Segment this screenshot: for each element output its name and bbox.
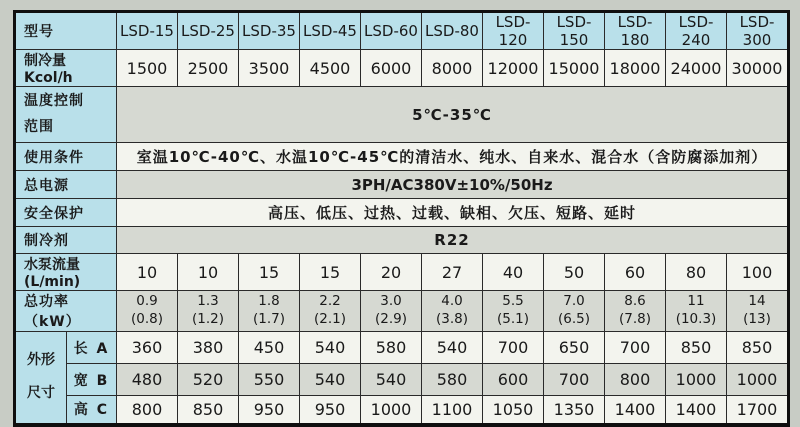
height-cell: 950 [300, 396, 361, 425]
capacity-cell: 12000 [483, 50, 544, 87]
pump-flow-row [15, 254, 789, 291]
height-cell: 950 [239, 396, 300, 425]
capacity-cell: 4500 [300, 50, 361, 87]
dimension-width-row [15, 364, 789, 396]
pump-flow-cell: 10 [117, 254, 178, 291]
width-cell: 1000 [666, 364, 727, 396]
power-supply-value: 3PH/AC380V±10%/50Hz [117, 171, 789, 199]
power-value: 5.5 [502, 293, 524, 310]
width-cell: 700 [544, 364, 605, 396]
length-cell: 540 [300, 332, 361, 364]
power-value: 3.0 [380, 293, 402, 310]
total-power-cell [117, 291, 178, 332]
model-cell: LSD-240 [666, 12, 727, 50]
model-row-label: 型号 [15, 12, 117, 50]
length-cell: 540 [422, 332, 483, 364]
power-value: 1.3 [197, 293, 219, 310]
power-supply-label: 总电源 [15, 171, 117, 199]
total-power-cell [361, 291, 422, 332]
pump-flow-cell: 40 [483, 254, 544, 291]
length-cell: 650 [544, 332, 605, 364]
power-value-paren: (5.1) [496, 311, 529, 327]
power-value-paren: (3.8) [435, 311, 468, 327]
safety-protection-value: 高压、低压、过热、过载、缺相、欠压、短路、延时 [117, 199, 789, 227]
power-value: 8.6 [624, 293, 646, 310]
height-cell: 850 [178, 396, 239, 425]
capacity-cell: 2500 [178, 50, 239, 87]
height-cell: 1050 [483, 396, 544, 425]
height-cell: 1350 [544, 396, 605, 425]
power-value-paren: (0.8) [130, 311, 163, 327]
total-power-cell [300, 291, 361, 332]
height-label: 高 C [67, 396, 117, 425]
length-cell: 700 [605, 332, 666, 364]
total-power-row [15, 291, 789, 332]
capacity-cell: 15000 [544, 50, 605, 87]
length-label: 长 A [67, 332, 117, 364]
width-label: 宽 B [67, 364, 117, 396]
model-row [15, 12, 789, 50]
length-cell: 450 [239, 332, 300, 364]
model-cell: LSD-25 [178, 12, 239, 50]
usage-conditions-row [15, 143, 789, 171]
total-power-cell [239, 291, 300, 332]
total-power-label: 总功率（kW） [15, 291, 117, 332]
temp-control-label-line1: 温度控制 [24, 92, 84, 109]
capacity-cell: 24000 [666, 50, 727, 87]
pump-flow-cell: 15 [300, 254, 361, 291]
model-cell: LSD-180 [605, 12, 666, 50]
pump-flow-label: 水泵流量(L/min) [15, 254, 117, 291]
power-value-paren: (1.2) [191, 311, 224, 327]
width-cell: 540 [361, 364, 422, 396]
power-value-paren: (13) [743, 311, 771, 327]
length-cell: 380 [178, 332, 239, 364]
capacity-cell: 18000 [605, 50, 666, 87]
total-power-cell [483, 291, 544, 332]
refrigerant-row [15, 227, 789, 254]
power-value-paren: (2.1) [313, 311, 346, 327]
pump-flow-cell: 50 [544, 254, 605, 291]
model-cell: LSD-120 [483, 12, 544, 50]
width-cell: 800 [605, 364, 666, 396]
model-cell: LSD-80 [422, 12, 483, 50]
model-cell: LSD-60 [361, 12, 422, 50]
cooling-capacity-row [15, 50, 789, 87]
dimensions-label-line1: 外形 [27, 351, 55, 368]
width-cell: 580 [422, 364, 483, 396]
pump-flow-cell: 100 [727, 254, 789, 291]
power-value: 0.9 [136, 293, 158, 310]
pump-flow-cell: 20 [361, 254, 422, 291]
total-power-cell [178, 291, 239, 332]
dimension-length-row [15, 332, 789, 364]
capacity-cell: 6000 [361, 50, 422, 87]
pump-flow-cell: 15 [239, 254, 300, 291]
power-value: 7.0 [563, 293, 585, 310]
length-cell: 850 [666, 332, 727, 364]
power-value: 1.8 [258, 293, 280, 310]
length-cell: 360 [117, 332, 178, 364]
capacity-cell: 8000 [422, 50, 483, 87]
model-cell: LSD-35 [239, 12, 300, 50]
power-value: 14 [748, 293, 766, 310]
power-value-paren: (10.3) [675, 311, 717, 327]
pump-flow-cell: 10 [178, 254, 239, 291]
temp-control-label [15, 87, 117, 143]
power-value-paren: (1.7) [252, 311, 285, 327]
usage-conditions-value: 室温10℃-40℃、水温10℃-45℃的清洁水、纯水、自来水、混合水（含防腐添加剂） [117, 143, 789, 171]
usage-conditions-label: 使用条件 [15, 143, 117, 171]
dimensions-label-line2: 尺寸 [27, 385, 55, 402]
spec-sheet [13, 10, 790, 427]
total-power-cell [422, 291, 483, 332]
width-cell: 480 [117, 364, 178, 396]
capacity-cell: 3500 [239, 50, 300, 87]
spec-table [13, 10, 790, 427]
cooling-capacity-label: 制冷量 Kcol/h [15, 50, 117, 87]
width-cell: 1000 [727, 364, 789, 396]
total-power-cell [727, 291, 789, 332]
pump-flow-cell: 60 [605, 254, 666, 291]
capacity-cell: 1500 [117, 50, 178, 87]
temp-control-value: 5℃-35℃ [117, 87, 789, 143]
temp-control-label-line2: 范围 [24, 118, 54, 135]
power-value-paren: (6.5) [557, 311, 590, 327]
temp-control-row [15, 87, 789, 143]
width-cell: 600 [483, 364, 544, 396]
pump-flow-cell: 27 [422, 254, 483, 291]
capacity-cell: 30000 [727, 50, 789, 87]
power-supply-row [15, 171, 789, 199]
power-value-paren: (2.9) [374, 311, 407, 327]
total-power-cell [544, 291, 605, 332]
width-cell: 540 [300, 364, 361, 396]
height-cell: 800 [117, 396, 178, 425]
power-value: 11 [687, 293, 705, 310]
height-cell: 1700 [727, 396, 789, 425]
height-cell: 1000 [361, 396, 422, 425]
length-cell: 850 [727, 332, 789, 364]
dimension-height-row [15, 396, 789, 425]
safety-protection-label: 安全保护 [15, 199, 117, 227]
height-cell: 1400 [666, 396, 727, 425]
height-cell: 1400 [605, 396, 666, 425]
model-cell: LSD-150 [544, 12, 605, 50]
width-cell: 550 [239, 364, 300, 396]
refrigerant-label: 制冷剂 [15, 227, 117, 254]
power-value: 2.2 [319, 293, 341, 310]
total-power-cell [605, 291, 666, 332]
width-cell: 520 [178, 364, 239, 396]
power-value-paren: (7.8) [618, 311, 651, 327]
power-value: 4.0 [441, 293, 463, 310]
model-cell: LSD-15 [117, 12, 178, 50]
total-power-cell [666, 291, 727, 332]
pump-flow-cell: 80 [666, 254, 727, 291]
safety-protection-row [15, 199, 789, 227]
model-cell: LSD-45 [300, 12, 361, 50]
height-cell: 1100 [422, 396, 483, 425]
model-cell: LSD-300 [727, 12, 789, 50]
refrigerant-value: R22 [117, 227, 789, 254]
length-cell: 700 [483, 332, 544, 364]
dimensions-group-label [15, 332, 67, 425]
length-cell: 580 [361, 332, 422, 364]
